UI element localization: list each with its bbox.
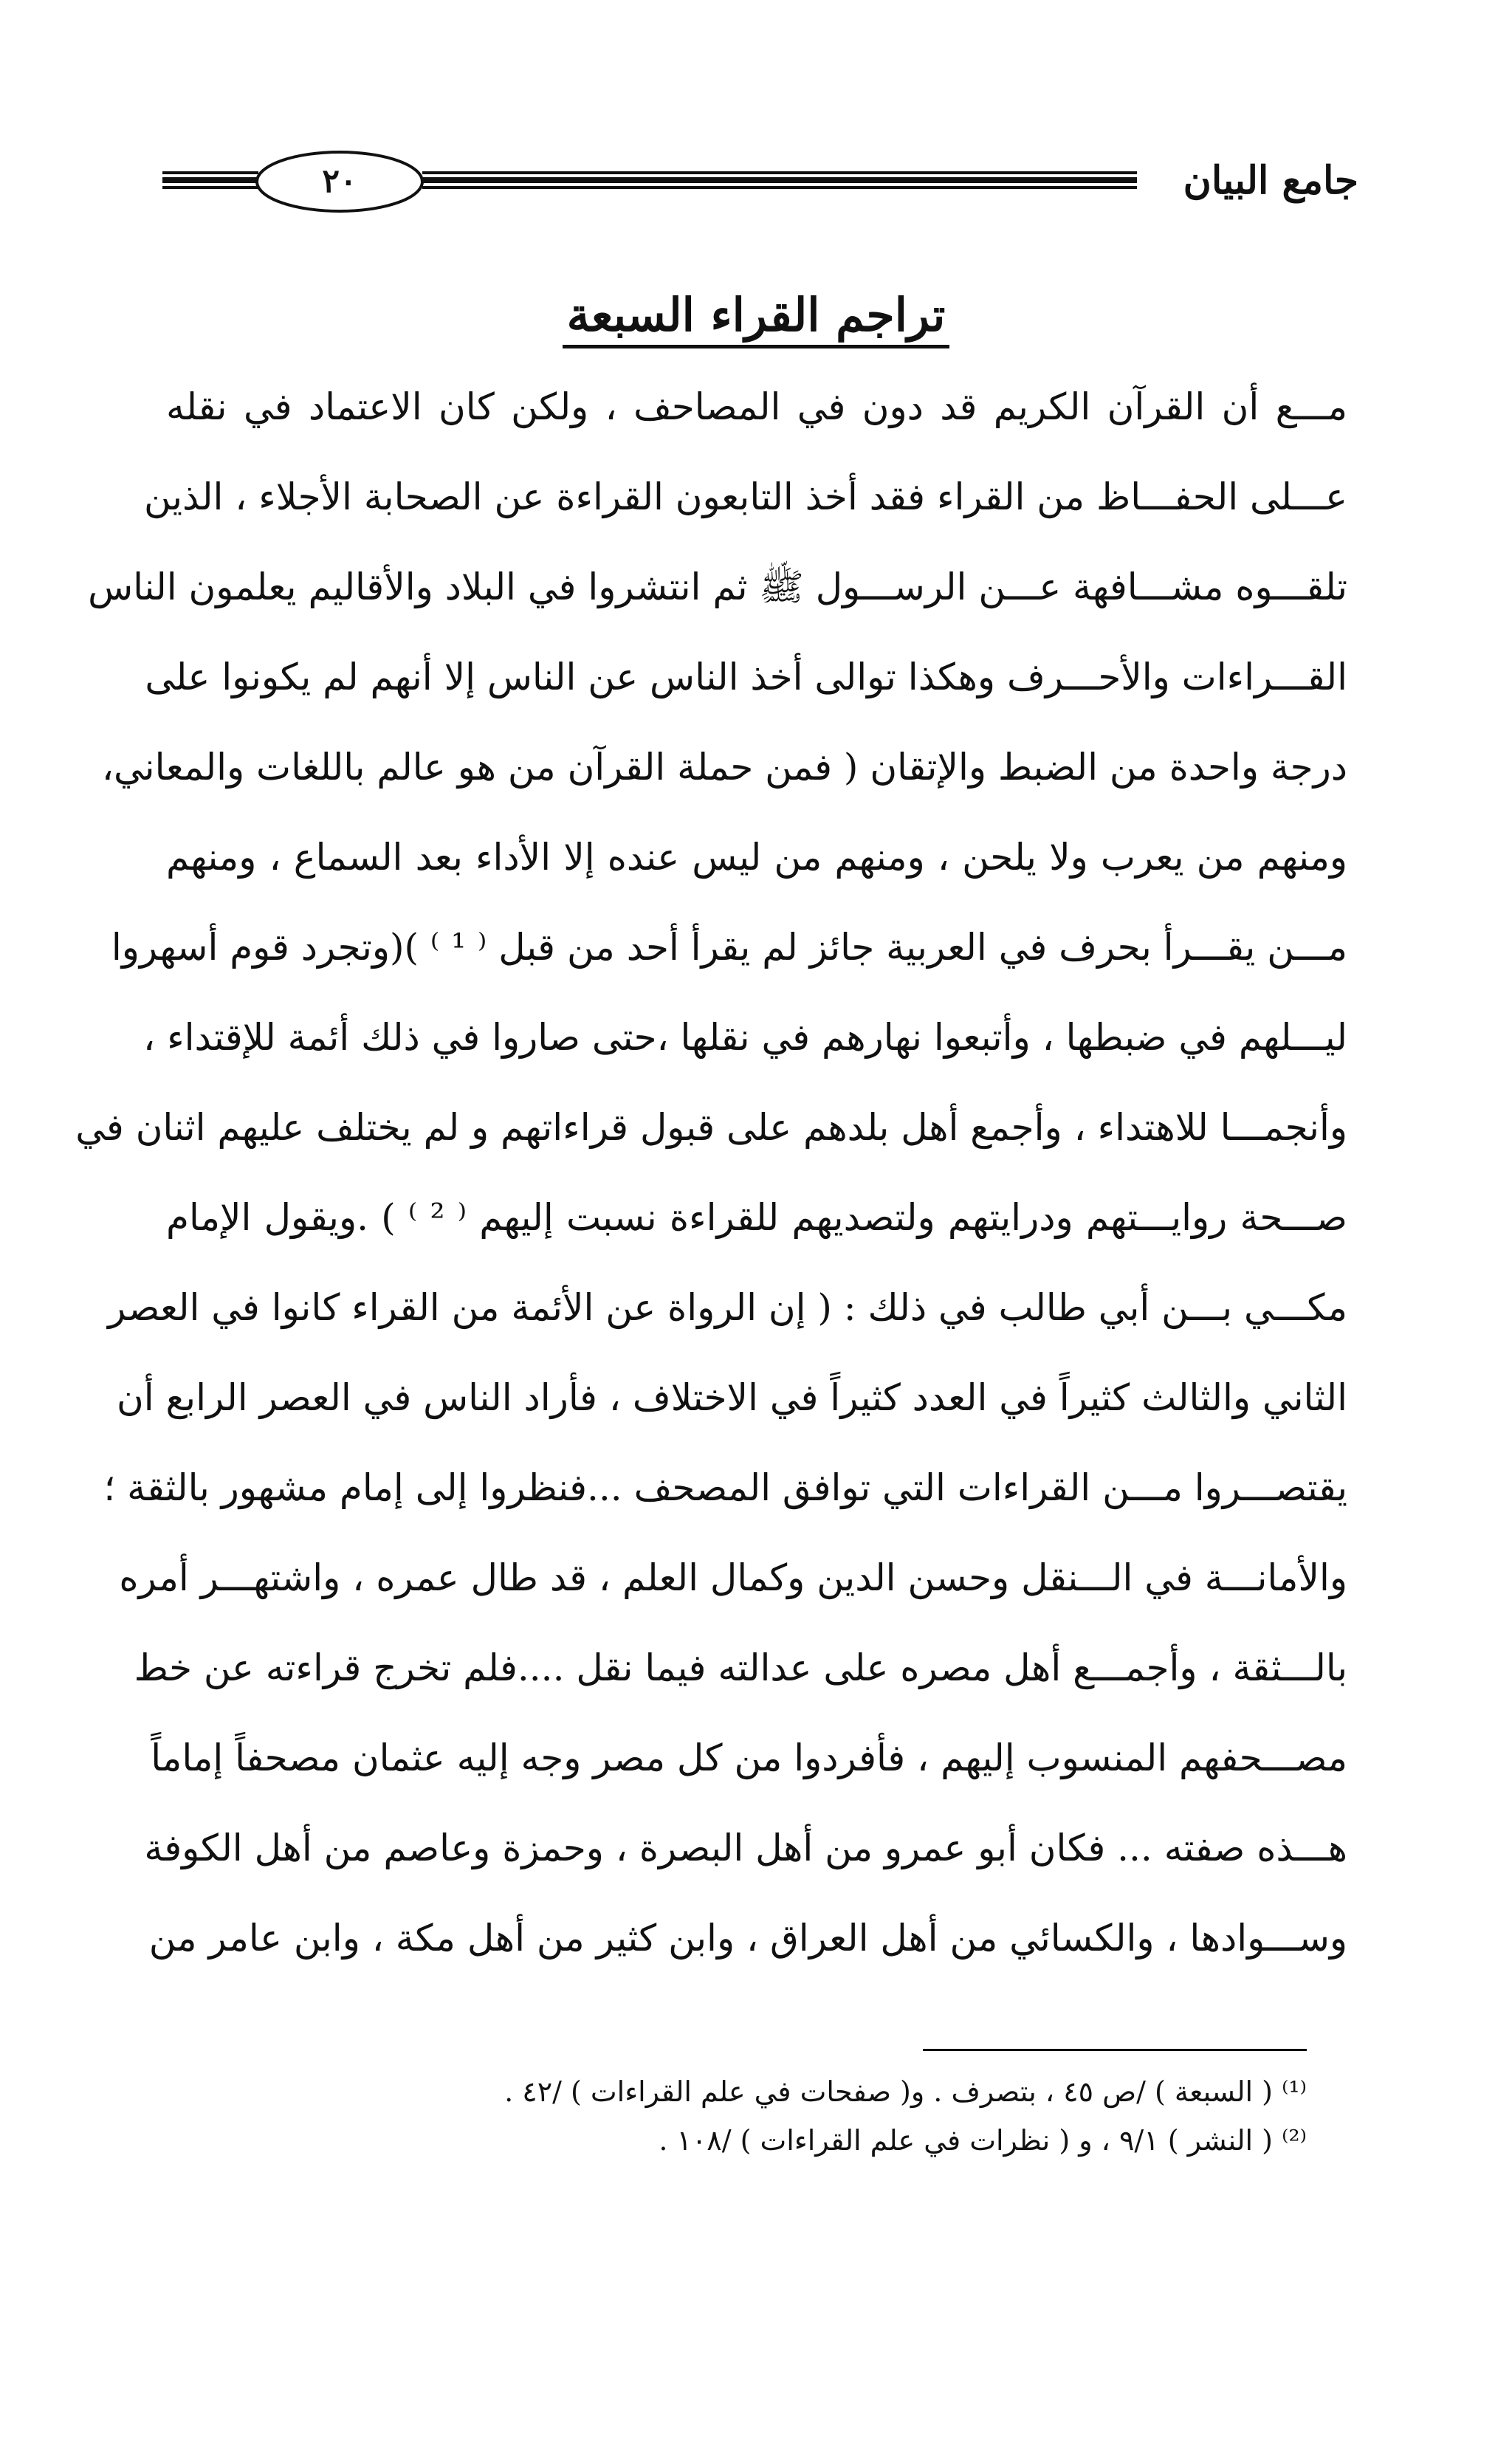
text-line: القـــراءات والأحـــرف وهكذا توالى أخذ الناس عن الناس إلا أنهم لم يكونوا على [145,656,1347,698]
text-line: يقتصـــروا مـــن القراءات التي توافق المصحف ...فنظروا إلى إمام مشهور بالثقة ؛ [103,1466,1347,1509]
text-line: والأمانـــة في الـــنقل وحسن الدين وكمال العلم ، قد طال عمره ، واشتهـــر أمره [119,1556,1347,1599]
text-line: وســـوادها ، والكسائي من أهل العراق ، وابن كثير من أهل مكة ، وابن عامر من [148,1917,1347,1959]
body-paragraph [75,362,1347,1983]
text-line: عـــلى الحفـــاظ من القراء فقد أخذ التابعون القراءة عن الصحابة الأجلاء ، الذين [144,475,1347,518]
book-title: جامع البيان [1183,158,1358,203]
text-line: مـــع أن القرآن الكريم قد دون في المصاحف ، ولكن كان الاعتماد في نقله [166,385,1347,428]
text-line: صـــحة روايـــتهم ودرايتهم ولتصديهم للقراءة نسبت إليهم ⁽ ² ⁾ ) .ويقول الإمام [166,1196,1347,1239]
text-line: ومنهم من يعرب ولا يلحن ، ومنهم من ليس عنده إلا الأداء بعد السماع ، ومنهم [166,836,1347,879]
text-line: هـــذه صفته ... فكان أبو عمرو من أهل البصرة ، وحمزة وعاصم من أهل الكوفة [144,1827,1347,1869]
text-line: درجة واحدة من الضبط والإتقان ( فمن حملة القرآن من هو عالم باللغات والمعاني، [101,746,1347,789]
section-title [0,288,1512,342]
text-line: مـــن يقـــرأ بحرف في العربية جائز لم يقرأ أحد من قبل ⁽ ¹ ⁾ )(وتجرد قوم أسهروا [111,926,1347,969]
text-line: الثاني والثالث كثيراً في العدد كثيراً في الاختلاف ، فأراد الناس في العصر الرابع أن [117,1376,1347,1419]
text-line: وأنجمـــا للاهتداء ، وأجمع أهل بلدهم على قبول قراءاتهم و لم يختلف عليهم اثنان في [75,1106,1347,1149]
footnote-1: ⁽¹⁾ ( السبعة ) /ص ٤٥ ، بتصرف . و( صفحات في علم القراءات ) /٤٢ . [504,2075,1307,2108]
footnote-separator [923,2049,1307,2051]
text-line: تلقـــوه مشـــافهة عـــن الرســـول ﷺ ثم انتشروا في البلاد والأقاليم يعلمون الناس [88,566,1347,608]
text-line: ليـــلهم في ضبطها ، وأتبعوا نهارهم في نقلها ،حتى صاروا في ذلك أئمة للإقتداء ، [143,1016,1347,1059]
footnotes [413,2067,1307,2165]
page-number: ٢٠ [322,162,357,200]
text-line: مصـــحفهم المنسوب إليهم ، فأفردوا من كل مصر وجه إليه عثمان مصحفاً إماماً [151,1737,1347,1779]
page-header [162,140,1358,221]
section-title-text: تراجم القراء السبعة [563,288,950,348]
text-line: مكـــي بـــن أبي طالب في ذلك : ( إن الرواة عن الأئمة من القراء كانوا في العصر [108,1286,1347,1329]
footnote-2: ⁽²⁾ ( النشر ) ٩/١ ، و ( نظرات في علم القراءات ) /١٠٨ . [659,2124,1307,2157]
text-line: بالـــثقة ، وأجمـــع أهل مصره على عدالته فيما نقل ....فلم تخرج قراءته عن خط [134,1646,1347,1689]
